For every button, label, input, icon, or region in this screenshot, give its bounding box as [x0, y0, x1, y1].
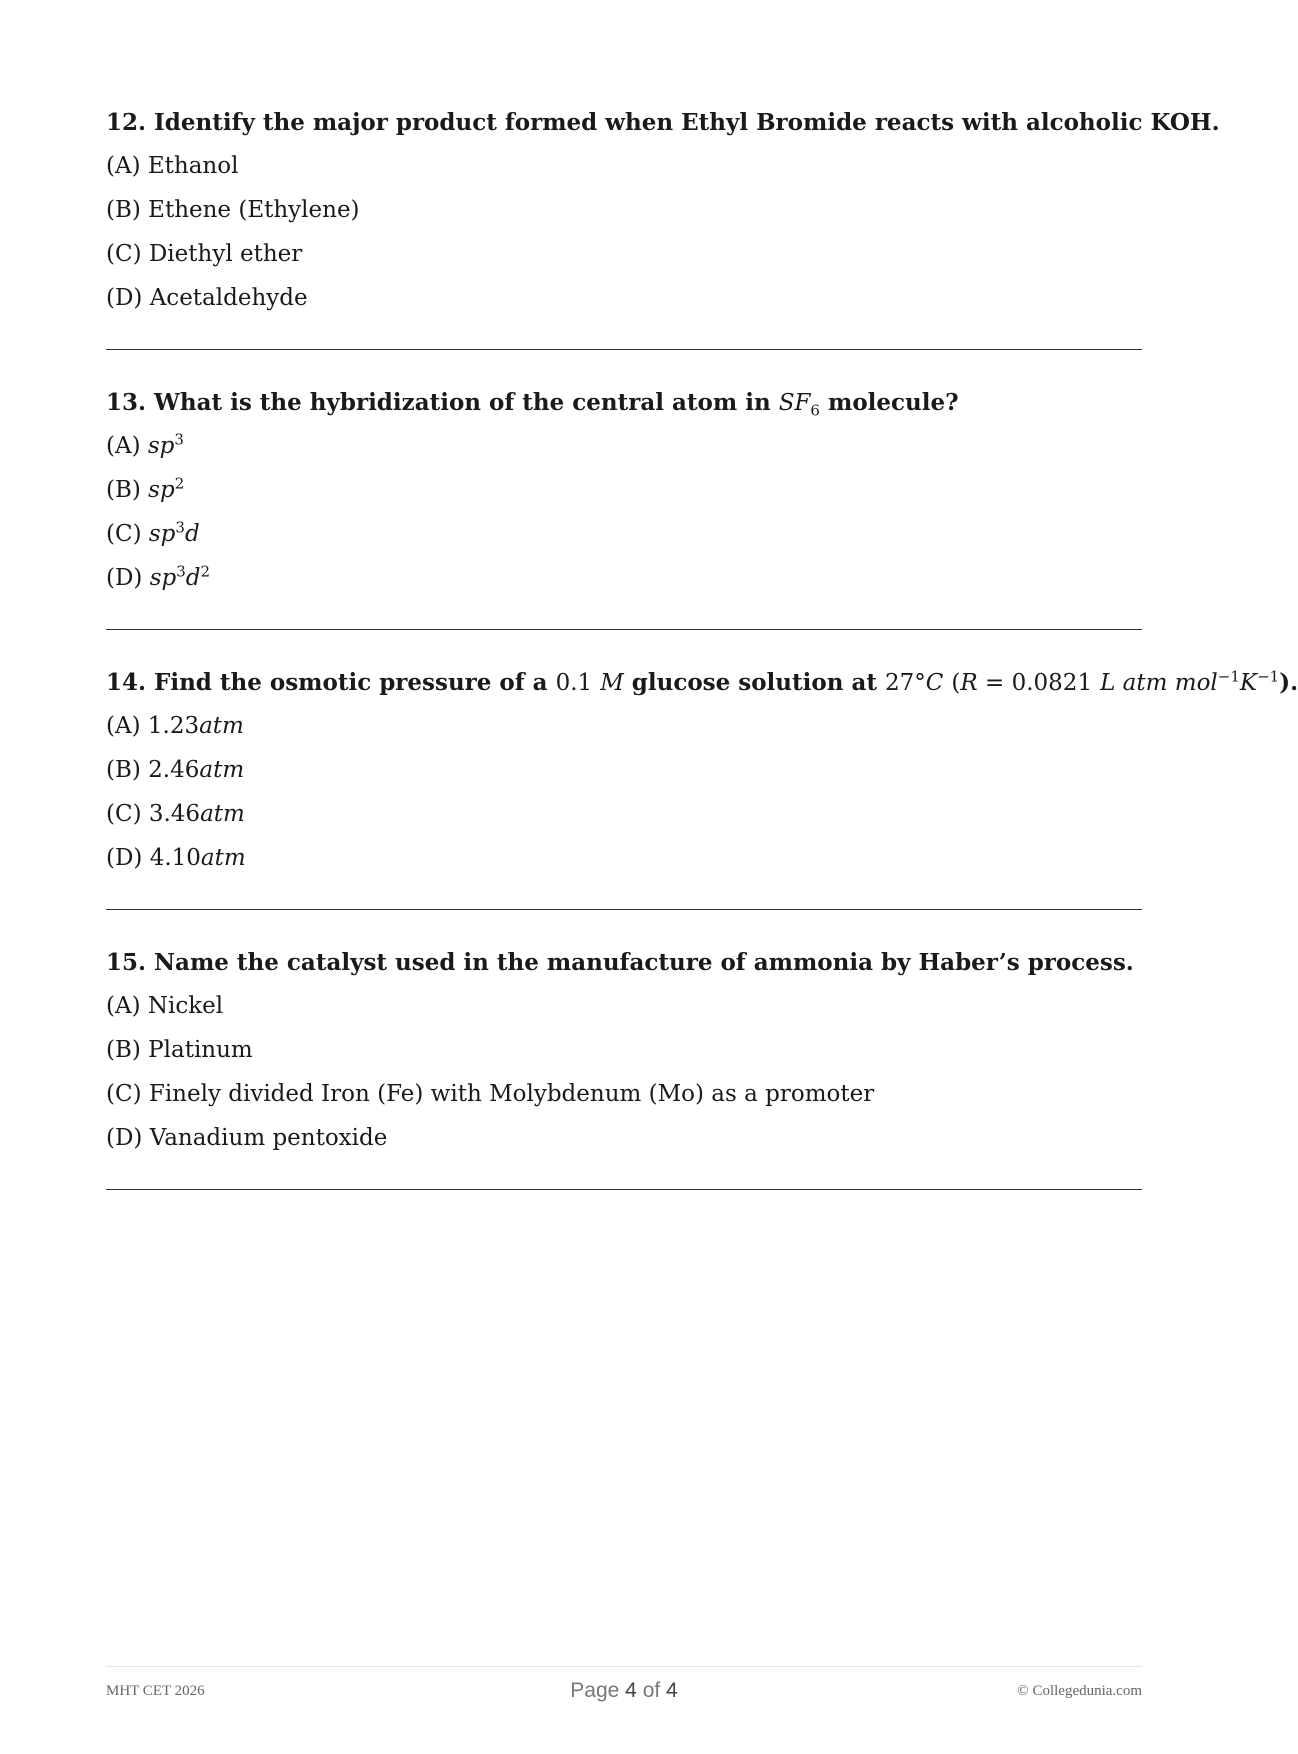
option-label: (C) — [106, 801, 142, 827]
r-units: L atm mol — [1100, 670, 1218, 696]
r-symbol: R — [960, 670, 978, 696]
question-divider — [106, 909, 1142, 910]
option-label: (B) — [106, 477, 141, 503]
exam-name: MHT CET 2026 — [106, 1682, 205, 1699]
r-kelvin: K — [1239, 670, 1258, 696]
question-divider — [106, 349, 1142, 350]
hybrid-sup: 2 — [174, 474, 185, 493]
option-c — [106, 799, 1142, 829]
option-value: 3.46 — [148, 801, 201, 827]
r-close: ). — [1279, 669, 1298, 696]
option-label: (A) — [106, 433, 141, 459]
hybrid-base: sp — [147, 433, 175, 459]
hybrid-sup: 3 — [175, 518, 185, 537]
page-word: Page — [570, 1679, 620, 1702]
formula-sf: SF — [778, 390, 811, 416]
formula-subscript: 6 — [810, 401, 820, 420]
question-divider — [106, 1189, 1142, 1190]
page-number — [570, 1679, 677, 1703]
hybrid-base: sp — [148, 477, 175, 503]
option-label: (B) — [106, 757, 141, 783]
option-c: (C) Finely divided Iron (Fe) with Molybdenum (Mo) as a promoter — [106, 1081, 875, 1107]
option-a: (A) Ethanol — [106, 153, 239, 179]
option-unit: atm — [200, 845, 246, 871]
option-label: (D) — [106, 845, 143, 871]
option-d — [106, 843, 1142, 873]
hybrid-tail: d — [185, 565, 201, 591]
hybrid-base: sp — [149, 565, 177, 591]
title-prefix: 13. What is the hybridization of the central atom in — [106, 389, 771, 416]
option-b: (B) Ethene (Ethylene) — [106, 197, 360, 223]
question-title: 12. Identify the major product formed when Ethyl Bromide reacts with alcoholic KOH. — [106, 109, 1220, 136]
question-title: 15. Name the catalyst used in the manufacture of ammonia by Haber’s process. — [106, 949, 1134, 976]
option-unit: atm — [200, 801, 245, 827]
of-word: of — [642, 1679, 661, 1702]
hybrid-sup: 3 — [174, 430, 184, 449]
option-value: 1.23 — [147, 713, 200, 739]
option-d — [106, 563, 1142, 593]
question-13 — [106, 388, 1142, 593]
question-14 — [106, 667, 1298, 873]
copyright: © Collegedunia.com — [1017, 1682, 1142, 1699]
option-label: (C) — [106, 521, 142, 547]
option-d: (D) Acetaldehyde — [106, 285, 308, 311]
title-prefix: 14. Find the osmotic pressure of a — [106, 669, 548, 696]
option-a: (A) Nickel — [106, 993, 224, 1019]
option-label: (D) — [106, 565, 143, 591]
hybrid-sup: 3 — [176, 562, 186, 581]
hybrid-tail-sup: 2 — [200, 562, 211, 581]
option-a — [106, 431, 1142, 461]
option-b — [106, 755, 1142, 785]
option-d: (D) Vanadium pentoxide — [106, 1125, 388, 1151]
hybrid-base: sp — [148, 521, 176, 547]
title-mid: glucose solution at — [631, 669, 877, 696]
r-exp-1: −1 — [1217, 667, 1240, 686]
r-open: ( — [951, 670, 961, 696]
option-value: 2.46 — [148, 757, 200, 783]
option-b: (B) Platinum — [106, 1037, 253, 1063]
concentration-unit: M — [600, 670, 624, 696]
current-page: 4 — [625, 1679, 637, 1702]
option-label: (A) — [106, 713, 141, 739]
hybrid-tail: d — [184, 521, 200, 547]
option-value: 4.10 — [149, 845, 201, 871]
question-divider — [106, 629, 1142, 630]
option-a — [106, 711, 1142, 741]
option-unit: atm — [199, 757, 245, 783]
total-pages: 4 — [666, 1679, 678, 1702]
option-c — [106, 519, 1142, 549]
r-value: = 0.0821 — [977, 670, 1093, 696]
concentration-value: 0.1 — [555, 670, 593, 696]
page-footer — [106, 1666, 1142, 1703]
option-unit: atm — [199, 713, 244, 739]
r-exp-2: −1 — [1257, 667, 1280, 686]
question-paper — [106, 108, 1298, 1228]
question-12 — [106, 108, 1220, 313]
option-b — [106, 475, 1142, 505]
temperature-value: 27° — [884, 670, 926, 696]
question-title — [106, 388, 1142, 418]
question-title — [106, 667, 1298, 698]
title-suffix: molecule? — [827, 389, 959, 416]
question-15 — [106, 948, 1142, 1153]
option-c: (C) Diethyl ether — [106, 241, 303, 267]
temperature-unit: C — [925, 670, 944, 696]
